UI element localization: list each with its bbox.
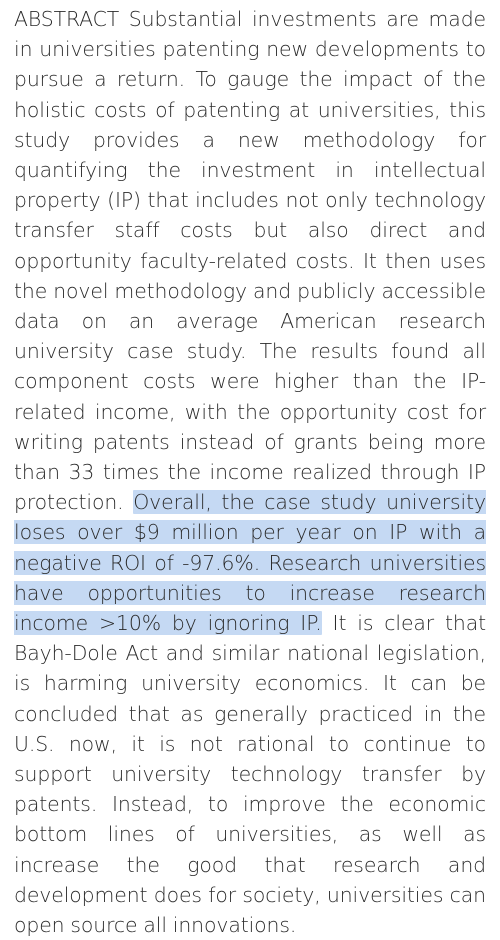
abstract-text-before: Substantial investments are made in universities patenting new developments to pursue a return. To gauge the impact of the holistic costs of patenting at universities, this study provides a new methodology for quantifying the investment in intellectual property (IP) that includes not only technology transfer staff costs but also direct and opportunity faculty-related costs. It then uses the novel methodology and publicly accessible data on an average American research university case study. The results found all component costs were higher than the IP-related income, with the opportunity cost for writing patents instead of grants being more than 33 times the income realized through IP protection.: [14, 7, 486, 515]
abstract-paragraph: [14, 4, 486, 940]
highlighted-text-selection[interactable]: Overall, the case study university loses over $9 million per year on IP with a negative ROI of -97.6%. Research universities have opportunities to increase research income >10% by ignoring IP.: [14, 490, 486, 636]
abstract-label: ABSTRACT: [14, 7, 120, 31]
abstract-text-after: It is clear that Bayh-Dole Act and similar national legislation, is harming university economics. It can be concluded that as generally practiced in the U.S. now, it is not rational to continue to support university technology transfer by patents. Instead, to improve the economic bottom lines of universities, as well as increase the good that research and development does for society, universities can open source all innovations.: [14, 611, 486, 938]
